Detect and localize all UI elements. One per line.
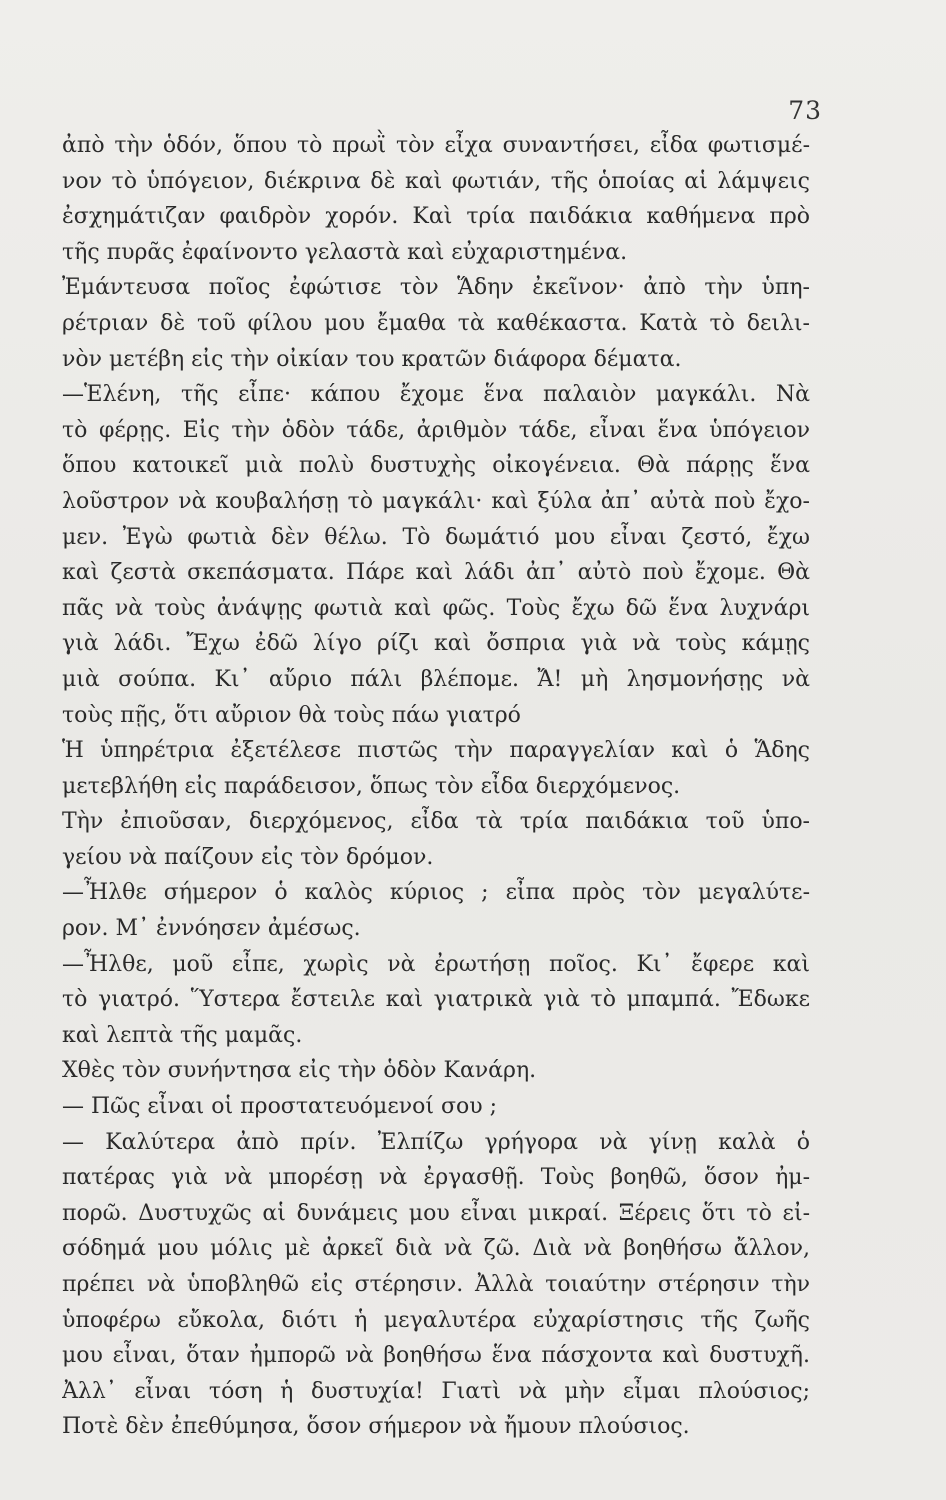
text-line: καὶ ζεστὰ σκεπάσματα. Πάρε καὶ λάδι ἀπ᾿ αὐτὸ ποὺ ἔχομε. Θὰ [62, 560, 810, 586]
text-line: ρέτριαν δὲ τοῦ φίλου μου ἔμαθα τὰ καθέκαστα. Κατὰ τὸ δειλι- [62, 310, 810, 336]
text-line: Ἡ ὑπηρέτρια ἐξετέλεσε πιστῶς τὴν παραγγελίαν καὶ ὁ Ἅδης [62, 738, 810, 764]
text-line: Χθὲς τὸν συνήντησα εἰς τὴν ὁδὸν Κανάρη. [62, 1058, 537, 1084]
text-line: μετεβλήθη εἰς παράδεισον, ὅπως τὸν εἶδα διερχόμενος. [62, 773, 681, 799]
text-line: τὸ φέρῃς. Εἰς τὴν ὁδὸν τάδε, ἀριθμὸν τάδε, εἶναι ἕνα ὑπόγειον [62, 417, 810, 443]
text-line: καὶ λεπτὰ τῆς μαμᾶς. [62, 1022, 303, 1048]
text-line: τῆς πυρᾶς ἐφαίνοντο γελαστὰ καὶ εὐχαριστημένα. [62, 239, 628, 265]
text-line: πορῶ. Δυστυχῶς αἱ δυνάμεις μου εἶναι μικραί. Ξέρεις ὅτι τὸ εἰ- [62, 1200, 810, 1226]
text-line: τὸ γιατρό. Ὕστερα ἔστειλε καὶ γιατρικὰ γιὰ τὸ μπαμπά. Ἔδωκε [62, 987, 810, 1013]
text-line: τοὺς πῇς, ὅτι αὔριον θὰ τοὺς πάω γιατρό [62, 702, 521, 728]
text-line: νον τὸ ὑπόγειον, διέκρινα δὲ καὶ φωτιάν, τῆς ὁποίας αἱ λάμψεις [62, 168, 810, 194]
text-line: νὸν μετέβη εἰς τὴν οἰκίαν του κρατῶν διάφορα δέματα. [62, 346, 682, 372]
text-line: πατέρας γιὰ νὰ μπορέσῃ νὰ ἐργασθῇ. Τοὺς βοηθῶ, ὅσον ἠμ- [62, 1165, 810, 1191]
text-line: πᾶς νὰ τοὺς ἀνάψῃς φωτιὰ καὶ φῶς. Τοὺς ἔχω δῶ ἕνα λυχνάρι [62, 595, 810, 621]
text-line: Ἀλλ᾿ εἶναι τόση ἡ δυστυχία! Γιατὶ νὰ μὴν εἶμαι πλούσιος; [62, 1378, 810, 1404]
text-line: λοῦστρον νὰ κουβαλήσῃ τὸ μαγκάλι· καὶ ξύλα ἀπ᾿ αὐτὰ ποὺ ἔχο- [62, 488, 810, 514]
text-line: Τὴν ἐπιοῦσαν, διερχόμενος, εἶδα τὰ τρία παιδάκια τοῦ ὑπο- [62, 809, 810, 835]
body-text [62, 128, 810, 1445]
text-line: μου εἶναι, ὅταν ἠμπορῶ νὰ βοηθήσω ἕνα πάσχοντα καὶ δυστυχῆ. [62, 1343, 810, 1369]
page-number: 73 [788, 96, 822, 125]
text-line: μιὰ σούπα. Κι᾿ αὔριο πάλι βλέπομε. Ἄ! μὴ λησμονήσῃς νὰ [62, 666, 810, 692]
text-line: ρον. Μ᾿ ἐννόησεν ἀμέσως. [62, 916, 361, 942]
text-line: —Ἦλθε σήμερον ὁ καλὸς κύριος ; εἶπα πρὸς τὸν μεγαλύτε- [62, 880, 810, 906]
text-line: ὑποφέρω εὔκολα, διότι ἡ μεγαλυτέρα εὐχαρίστησις τῆς ζωῆς [62, 1307, 810, 1333]
text-line: γιὰ λάδι. Ἔχω ἐδῶ λίγο ρίζι καὶ ὄσπρια γιὰ νὰ τοὺς κάμῃς [62, 631, 810, 657]
text-line: Ποτὲ δὲν ἐπεθύμησα, ὅσον σήμερον νὰ ἤμουν πλούσιος. [62, 1414, 690, 1440]
text-line: ὅπου κατοικεῖ μιὰ πολὺ δυστυχὴς οἰκογένεια. Θὰ πάρῃς ἕνα [62, 453, 810, 479]
text-line: μεν. Ἐγὼ φωτιὰ δὲν θέλω. Τὸ δωμάτιό μου εἶναι ζεστό, ἔχω [62, 524, 810, 550]
text-line: πρέπει νὰ ὑποβληθῶ εἰς στέρησιν. Ἀλλὰ τοιαύτην στέρησιν τὴν [62, 1272, 810, 1297]
text-line: —Ἑλένη, τῆς εἶπε· κάπου ἔχομε ἕνα παλαιὸν μαγκάλι. Νὰ [62, 382, 810, 408]
text-line: —Ἦλθε, μοῦ εἶπε, χωρὶς νὰ ἐρωτήσῃ ποῖος. Κι᾿ ἔφερε καὶ [62, 951, 810, 977]
text-line: — Πῶς εἶναι οἱ προστατευόμενοί σου ; [62, 1094, 498, 1120]
text-line: ἀπὸ τὴν ὁδόν, ὅπου τὸ πρωῒ τὸν εἶχα συναντήσει, εἶδα φωτισμέ- [62, 133, 810, 158]
text-line: — Καλύτερα ἀπὸ πρίν. Ἐλπίζω γρήγορα νὰ γίνῃ καλὰ ὁ [62, 1129, 810, 1155]
text-line: Ἐμάντευσα ποῖος ἐφώτισε τὸν Ἅδην ἐκεῖνον· ἀπὸ τὴν ὑπη- [62, 275, 810, 301]
text-line: σόδημά μου μόλις μὲ ἀρκεῖ διὰ νὰ ζῶ. Διὰ νὰ βοηθήσω ἄλλον, [62, 1236, 810, 1262]
text-line: γείου νὰ παίζουν εἰς τὸν δρόμον. [62, 844, 434, 870]
text-line: ἐσχημάτιζαν φαιδρὸν χορόν. Καὶ τρία παιδάκια καθήμενα πρὸ [62, 204, 810, 230]
